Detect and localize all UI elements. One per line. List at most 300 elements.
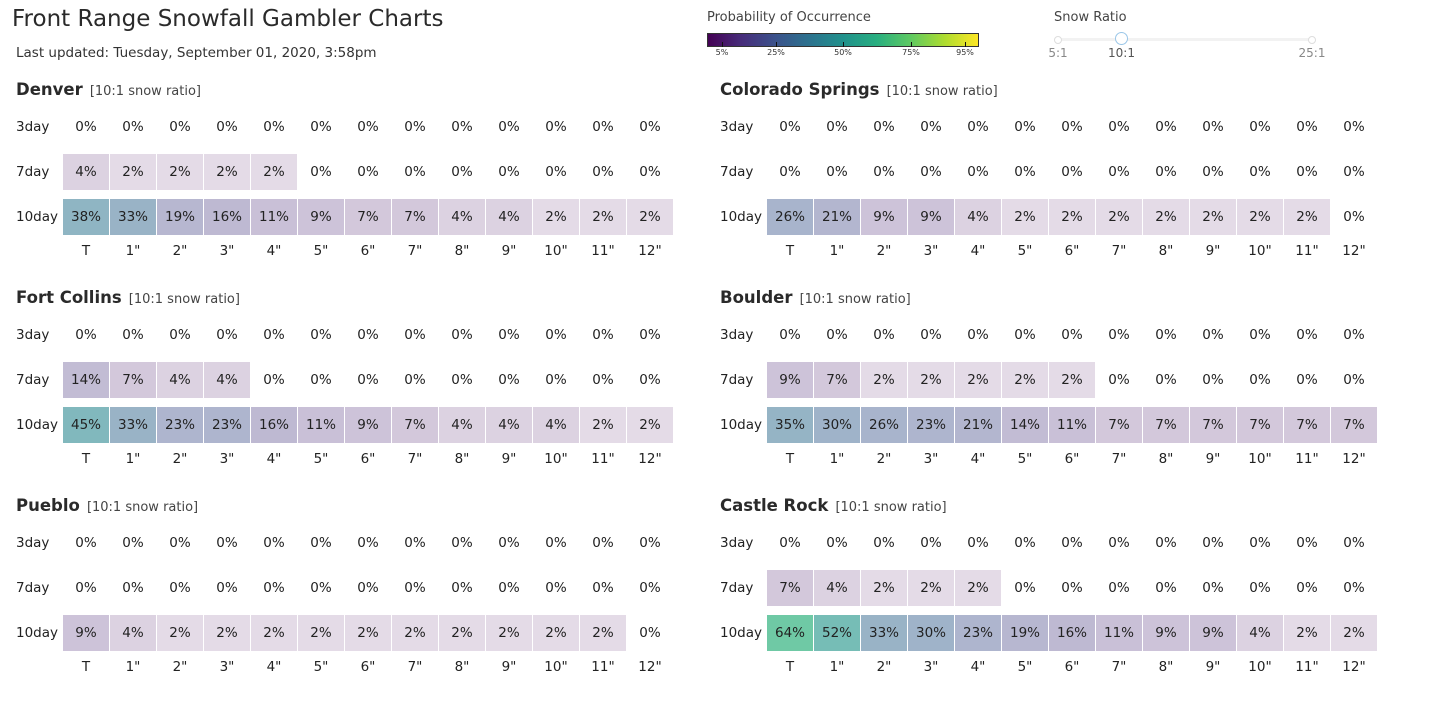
- probability-cell[interactable]: 0%: [826, 119, 848, 135]
- probability-cell[interactable]: 0%: [779, 119, 801, 135]
- probability-cell[interactable]: 0%: [1155, 580, 1177, 596]
- probability-cell[interactable]: 2%: [580, 615, 626, 651]
- probability-cell[interactable]: 2%: [908, 570, 954, 606]
- probability-cell[interactable]: 0%: [357, 327, 379, 343]
- probability-cell[interactable]: 9%: [767, 362, 813, 398]
- x-axis-label: 7": [407, 451, 423, 467]
- x-axis-label: 11": [1295, 243, 1319, 259]
- probability-cell[interactable]: 2%: [580, 199, 626, 235]
- probability-cell[interactable]: 0%: [826, 327, 848, 343]
- city-heading: [720, 496, 947, 515]
- probability-cell[interactable]: 0%: [1108, 164, 1130, 180]
- probability-cell[interactable]: 0%: [639, 535, 661, 551]
- probability-cell[interactable]: 0%: [920, 119, 942, 135]
- probability-cell[interactable]: 0%: [1296, 372, 1318, 388]
- probability-cell[interactable]: 2%: [298, 615, 344, 651]
- probability-cell[interactable]: 0%: [1202, 327, 1224, 343]
- probability-cell[interactable]: 0%: [357, 164, 379, 180]
- probability-cell[interactable]: 64%: [767, 615, 813, 651]
- probability-cell[interactable]: 2%: [861, 570, 907, 606]
- x-axis-label: 6": [360, 243, 376, 259]
- probability-cell[interactable]: 0%: [122, 327, 144, 343]
- x-axis-label: 9": [1205, 243, 1221, 259]
- probability-cell[interactable]: 0%: [1249, 535, 1271, 551]
- probability-cell[interactable]: 23%: [157, 407, 203, 443]
- probability-cell[interactable]: 7%: [1190, 407, 1236, 443]
- probability-cell[interactable]: 0%: [216, 535, 238, 551]
- probability-cell[interactable]: 0%: [1296, 164, 1318, 180]
- probability-cell[interactable]: 0%: [216, 119, 238, 135]
- probability-cell[interactable]: 16%: [1049, 615, 1095, 651]
- probability-cell[interactable]: 9%: [345, 407, 391, 443]
- colorbar-tick-label: 75%: [902, 48, 920, 57]
- table-row: [720, 570, 1400, 606]
- snow-ratio-slider[interactable]: [1048, 33, 1326, 60]
- probability-cell[interactable]: 4%: [63, 154, 109, 190]
- probability-cell[interactable]: 0%: [310, 164, 332, 180]
- probability-cell[interactable]: 2%: [1284, 615, 1330, 651]
- probability-cell[interactable]: 0%: [75, 327, 97, 343]
- probability-cell[interactable]: 0%: [1249, 327, 1271, 343]
- probability-cell[interactable]: 2%: [1002, 362, 1048, 398]
- probability-cell[interactable]: 0%: [1061, 535, 1083, 551]
- probability-cell[interactable]: 0%: [169, 327, 191, 343]
- probability-cell[interactable]: 0%: [1202, 580, 1224, 596]
- probability-cell[interactable]: 2%: [908, 362, 954, 398]
- probability-cell[interactable]: 0%: [967, 327, 989, 343]
- probability-cell[interactable]: 0%: [1155, 164, 1177, 180]
- table-row: [16, 317, 696, 353]
- probability-cell[interactable]: 0%: [1061, 119, 1083, 135]
- probability-cell[interactable]: 0%: [1108, 119, 1130, 135]
- probability-cell[interactable]: 0%: [122, 535, 144, 551]
- x-axis-label: 9": [501, 243, 517, 259]
- probability-cell[interactable]: 0%: [310, 372, 332, 388]
- x-axis-label: 11": [591, 659, 615, 675]
- probability-cell[interactable]: 0%: [1155, 535, 1177, 551]
- x-axis-label: 8": [1158, 451, 1174, 467]
- probability-cell[interactable]: 0%: [545, 327, 567, 343]
- row-label: 3day: [16, 119, 50, 135]
- probability-cell[interactable]: 9%: [1190, 615, 1236, 651]
- probability-cell[interactable]: 0%: [1014, 164, 1036, 180]
- city-heading: [720, 288, 911, 307]
- table-row: [720, 525, 1400, 561]
- probability-cell[interactable]: 2%: [110, 154, 156, 190]
- probability-cell[interactable]: 0%: [404, 327, 426, 343]
- probability-cell[interactable]: 2%: [392, 615, 438, 651]
- probability-cell[interactable]: 0%: [592, 580, 614, 596]
- probability-cell[interactable]: 0%: [169, 119, 191, 135]
- probability-cell[interactable]: 0%: [1014, 119, 1036, 135]
- x-axis-label: 6": [1064, 451, 1080, 467]
- probability-cell[interactable]: 0%: [357, 535, 379, 551]
- probability-cell[interactable]: 11%: [1049, 407, 1095, 443]
- x-axis-label: 8": [454, 243, 470, 259]
- probability-cell[interactable]: 0%: [1108, 535, 1130, 551]
- probability-cell[interactable]: 11%: [298, 407, 344, 443]
- probability-cell[interactable]: 7%: [392, 407, 438, 443]
- probability-cell[interactable]: 0%: [451, 164, 473, 180]
- probability-cell[interactable]: 2%: [251, 615, 297, 651]
- probability-cell[interactable]: 0%: [1202, 372, 1224, 388]
- probability-cell[interactable]: 0%: [216, 327, 238, 343]
- row-label: 10day: [16, 209, 59, 225]
- probability-cell[interactable]: 26%: [767, 199, 813, 235]
- probability-cell[interactable]: 0%: [310, 327, 332, 343]
- colorbar-tick-labels: [707, 47, 979, 59]
- probability-cell[interactable]: 0%: [592, 327, 614, 343]
- probability-cell[interactable]: 0%: [122, 580, 144, 596]
- legend-title: Probability of Occurrence: [707, 10, 871, 25]
- row-label: 3day: [720, 327, 754, 343]
- x-axis-label: 4": [266, 243, 282, 259]
- probability-cell[interactable]: 0%: [451, 535, 473, 551]
- probability-cell[interactable]: 0%: [920, 327, 942, 343]
- probability-cell[interactable]: 0%: [1061, 164, 1083, 180]
- city-ratio-label: [10:1 snow ratio]: [835, 500, 947, 515]
- probability-cell[interactable]: 2%: [1190, 199, 1236, 235]
- probability-cell[interactable]: 7%: [1096, 407, 1142, 443]
- probability-cell[interactable]: 0%: [873, 535, 895, 551]
- probability-cell[interactable]: 0%: [1296, 535, 1318, 551]
- probability-cell[interactable]: 0%: [404, 372, 426, 388]
- probability-cell[interactable]: 0%: [967, 119, 989, 135]
- probability-cell[interactable]: 2%: [345, 615, 391, 651]
- x-axis-label: 3": [219, 243, 235, 259]
- probability-cell[interactable]: 2%: [627, 199, 673, 235]
- probability-cell[interactable]: 16%: [251, 407, 297, 443]
- probability-cell[interactable]: 0%: [1108, 372, 1130, 388]
- probability-cell[interactable]: 0%: [216, 580, 238, 596]
- probability-cell[interactable]: 0%: [75, 580, 97, 596]
- city-ratio-label: [10:1 snow ratio]: [89, 84, 201, 99]
- probability-cell[interactable]: 0%: [779, 535, 801, 551]
- x-axis-label: 7": [1111, 243, 1127, 259]
- probability-cell[interactable]: 0%: [1296, 580, 1318, 596]
- probability-cell[interactable]: 0%: [639, 580, 661, 596]
- probability-cell[interactable]: 0%: [1202, 164, 1224, 180]
- probability-cell[interactable]: 19%: [157, 199, 203, 235]
- probability-cell[interactable]: 2%: [955, 570, 1001, 606]
- probability-cell[interactable]: 30%: [908, 615, 954, 651]
- probability-cell[interactable]: 0%: [75, 535, 97, 551]
- city-ratio-label: [10:1 snow ratio]: [799, 292, 911, 307]
- probability-cell[interactable]: 0%: [826, 164, 848, 180]
- probability-cell[interactable]: 0%: [920, 164, 942, 180]
- row-label: 3day: [16, 327, 50, 343]
- probability-cell[interactable]: 2%: [1284, 199, 1330, 235]
- probability-cell[interactable]: 2%: [861, 362, 907, 398]
- probability-cell[interactable]: 0%: [545, 119, 567, 135]
- probability-cell[interactable]: 0%: [1249, 164, 1271, 180]
- probability-cell[interactable]: 0%: [639, 327, 661, 343]
- probability-cell[interactable]: 7%: [814, 362, 860, 398]
- probability-cell[interactable]: 0%: [1343, 327, 1365, 343]
- probability-cell[interactable]: 4%: [486, 407, 532, 443]
- probability-cell[interactable]: 0%: [1108, 327, 1130, 343]
- probability-cell[interactable]: 0%: [404, 580, 426, 596]
- probability-cell[interactable]: 0%: [967, 164, 989, 180]
- probability-cell[interactable]: 9%: [861, 199, 907, 235]
- probability-cell[interactable]: 9%: [63, 615, 109, 651]
- probability-cell[interactable]: 0%: [639, 372, 661, 388]
- probability-cell[interactable]: 2%: [533, 615, 579, 651]
- x-axis-label: 12": [1342, 659, 1366, 675]
- probability-cell[interactable]: 0%: [357, 372, 379, 388]
- probability-cell[interactable]: 21%: [814, 199, 860, 235]
- probability-cell[interactable]: 16%: [204, 199, 250, 235]
- x-axis-label: 12": [1342, 243, 1366, 259]
- x-axis-label: 7": [407, 659, 423, 675]
- probability-cell[interactable]: 0%: [498, 164, 520, 180]
- x-axis-label: 1": [829, 659, 845, 675]
- probability-cell[interactable]: 7%: [1143, 407, 1189, 443]
- probability-cell[interactable]: 0%: [498, 580, 520, 596]
- probability-cell[interactable]: 0%: [639, 625, 661, 641]
- probability-cell[interactable]: 7%: [345, 199, 391, 235]
- city-name: Fort Collins: [16, 288, 122, 307]
- probability-cell[interactable]: 0%: [1014, 535, 1036, 551]
- probability-cell[interactable]: 4%: [439, 407, 485, 443]
- probability-cell[interactable]: 0%: [1249, 372, 1271, 388]
- row-label: 7day: [16, 372, 50, 388]
- probability-cell[interactable]: 0%: [592, 372, 614, 388]
- probability-cell[interactable]: 23%: [908, 407, 954, 443]
- probability-cell[interactable]: 0%: [498, 372, 520, 388]
- probability-cell[interactable]: 4%: [955, 199, 1001, 235]
- probability-cell[interactable]: 0%: [639, 164, 661, 180]
- probability-cell[interactable]: 0%: [169, 580, 191, 596]
- x-axis-labels: [720, 451, 1400, 469]
- probability-cell[interactable]: 14%: [1002, 407, 1048, 443]
- probability-cell[interactable]: 0%: [75, 119, 97, 135]
- probability-cell[interactable]: 9%: [1143, 615, 1189, 651]
- probability-cell[interactable]: 7%: [110, 362, 156, 398]
- probability-cell[interactable]: 0%: [310, 119, 332, 135]
- probability-cell[interactable]: 2%: [204, 154, 250, 190]
- city-name: Castle Rock: [720, 496, 829, 515]
- probability-cell[interactable]: 45%: [63, 407, 109, 443]
- x-axis-label: 4": [266, 659, 282, 675]
- probability-cell[interactable]: 0%: [639, 119, 661, 135]
- probability-cell[interactable]: 0%: [1202, 119, 1224, 135]
- x-axis-label: 9": [501, 451, 517, 467]
- probability-cell[interactable]: 2%: [955, 362, 1001, 398]
- x-axis-label: 6": [1064, 659, 1080, 675]
- table-row: [720, 109, 1400, 145]
- probability-cell[interactable]: 2%: [204, 615, 250, 651]
- probability-cell[interactable]: 2%: [157, 154, 203, 190]
- chart-pueblo: [16, 496, 696, 696]
- x-axis-label: 7": [407, 243, 423, 259]
- probability-cell[interactable]: 0%: [592, 535, 614, 551]
- probability-cell[interactable]: 33%: [110, 199, 156, 235]
- probability-cell[interactable]: 2%: [486, 615, 532, 651]
- probability-cell[interactable]: 0%: [263, 372, 285, 388]
- row-label: 10day: [16, 625, 59, 641]
- colorbar-tick-label: 50%: [834, 48, 852, 57]
- probability-cell[interactable]: 0%: [545, 535, 567, 551]
- probability-cell[interactable]: 0%: [263, 327, 285, 343]
- probability-cell[interactable]: 0%: [1296, 327, 1318, 343]
- probability-cell[interactable]: 0%: [873, 119, 895, 135]
- slider-mark-label[interactable]: 25:1: [1298, 46, 1326, 60]
- probability-cell[interactable]: 0%: [1155, 119, 1177, 135]
- probability-cell[interactable]: 4%: [439, 199, 485, 235]
- probability-cell[interactable]: 0%: [545, 580, 567, 596]
- probability-cell[interactable]: 4%: [157, 362, 203, 398]
- probability-cell[interactable]: 11%: [251, 199, 297, 235]
- probability-cell[interactable]: 0%: [1014, 580, 1036, 596]
- probability-cell[interactable]: 2%: [1237, 199, 1283, 235]
- probability-cell[interactable]: 0%: [1249, 580, 1271, 596]
- probability-cell[interactable]: 0%: [920, 535, 942, 551]
- x-axis-labels: [16, 243, 696, 261]
- probability-cell[interactable]: 0%: [1108, 580, 1130, 596]
- x-axis-label: 9": [1205, 451, 1221, 467]
- probability-cell[interactable]: 14%: [63, 362, 109, 398]
- slider-handle[interactable]: [1115, 32, 1128, 45]
- probability-cell[interactable]: 4%: [533, 407, 579, 443]
- probability-cell[interactable]: 0%: [1014, 327, 1036, 343]
- probability-cell[interactable]: 0%: [779, 164, 801, 180]
- probability-cell[interactable]: 0%: [967, 535, 989, 551]
- probability-cell[interactable]: 2%: [1049, 199, 1095, 235]
- x-axis-label: 8": [1158, 659, 1174, 675]
- x-axis-label: 12": [1342, 451, 1366, 467]
- probability-cell[interactable]: 0%: [592, 119, 614, 135]
- probability-cell[interactable]: 0%: [1343, 119, 1365, 135]
- probability-cell[interactable]: 0%: [779, 327, 801, 343]
- probability-cell[interactable]: 0%: [404, 535, 426, 551]
- probability-cell[interactable]: 0%: [1061, 580, 1083, 596]
- probability-cell[interactable]: 0%: [1343, 580, 1365, 596]
- probability-cell[interactable]: 0%: [873, 327, 895, 343]
- x-axis-label: 11": [1295, 659, 1319, 675]
- probability-cell[interactable]: 52%: [814, 615, 860, 651]
- probability-cell[interactable]: 7%: [1284, 407, 1330, 443]
- probability-cell[interactable]: 0%: [451, 580, 473, 596]
- probability-cell[interactable]: 23%: [204, 407, 250, 443]
- probability-cell[interactable]: 35%: [767, 407, 813, 443]
- x-axis-label: 11": [1295, 451, 1319, 467]
- probability-cell[interactable]: 0%: [1202, 535, 1224, 551]
- probability-cell[interactable]: 0%: [1249, 119, 1271, 135]
- probability-cell[interactable]: 19%: [1002, 615, 1048, 651]
- probability-cell[interactable]: 0%: [357, 580, 379, 596]
- probability-cell[interactable]: 7%: [767, 570, 813, 606]
- probability-cell[interactable]: 21%: [955, 407, 1001, 443]
- x-axis-labels: [16, 659, 696, 677]
- probability-cell[interactable]: 2%: [1049, 362, 1095, 398]
- probability-cell[interactable]: 23%: [955, 615, 1001, 651]
- probability-cell[interactable]: 7%: [392, 199, 438, 235]
- probability-cell[interactable]: 2%: [533, 199, 579, 235]
- probability-cell[interactable]: 0%: [451, 372, 473, 388]
- probability-cell[interactable]: 2%: [251, 154, 297, 190]
- slider-mark-label[interactable]: 10:1: [1108, 46, 1135, 60]
- probability-cell[interactable]: 4%: [1237, 615, 1283, 651]
- probability-cell[interactable]: 0%: [310, 535, 332, 551]
- probability-cell[interactable]: 0%: [1155, 327, 1177, 343]
- table-row: [720, 362, 1400, 398]
- probability-cell[interactable]: 26%: [861, 407, 907, 443]
- probability-cell[interactable]: 11%: [1096, 615, 1142, 651]
- probability-cell[interactable]: 0%: [1343, 209, 1365, 225]
- table-row: [720, 615, 1400, 651]
- probability-cell[interactable]: 0%: [1061, 327, 1083, 343]
- probability-cell[interactable]: 0%: [451, 119, 473, 135]
- probability-cell[interactable]: 4%: [110, 615, 156, 651]
- probability-cell[interactable]: 2%: [1331, 615, 1377, 651]
- probability-cell[interactable]: 9%: [298, 199, 344, 235]
- probability-cell[interactable]: 0%: [310, 580, 332, 596]
- probability-cell[interactable]: 0%: [263, 580, 285, 596]
- slider-mark-label[interactable]: 5:1: [1048, 46, 1068, 60]
- probability-cell[interactable]: 0%: [1343, 164, 1365, 180]
- probability-cell[interactable]: 0%: [873, 164, 895, 180]
- probability-cell[interactable]: 0%: [1343, 372, 1365, 388]
- probability-cell[interactable]: 7%: [1237, 407, 1283, 443]
- x-axis-label: 10": [544, 243, 568, 259]
- probability-cell[interactable]: 4%: [204, 362, 250, 398]
- x-axis-label: 5": [1017, 659, 1033, 675]
- probability-cell[interactable]: 9%: [908, 199, 954, 235]
- probability-cell[interactable]: 0%: [122, 119, 144, 135]
- probability-cell[interactable]: 2%: [439, 615, 485, 651]
- probability-cell[interactable]: 2%: [1096, 199, 1142, 235]
- probability-cell[interactable]: 0%: [498, 327, 520, 343]
- probability-cell[interactable]: 0%: [592, 164, 614, 180]
- probability-cell[interactable]: 4%: [486, 199, 532, 235]
- probability-cell[interactable]: 30%: [814, 407, 860, 443]
- colorbar-tick-label: 95%: [956, 48, 974, 57]
- slider-track[interactable]: [1058, 38, 1312, 41]
- probability-cell[interactable]: 4%: [814, 570, 860, 606]
- probability-cell[interactable]: 2%: [157, 615, 203, 651]
- probability-cell[interactable]: 0%: [1343, 535, 1365, 551]
- probability-cell[interactable]: 0%: [826, 535, 848, 551]
- table-row: [720, 199, 1400, 235]
- probability-cell[interactable]: 33%: [861, 615, 907, 651]
- probability-cell[interactable]: 0%: [263, 535, 285, 551]
- probability-cell[interactable]: 0%: [357, 119, 379, 135]
- probability-cell[interactable]: 2%: [1002, 199, 1048, 235]
- slider-step-dot[interactable]: [1054, 36, 1062, 44]
- probability-cell[interactable]: 0%: [169, 535, 191, 551]
- probability-cell[interactable]: 0%: [1296, 119, 1318, 135]
- probability-cell[interactable]: 0%: [451, 327, 473, 343]
- probability-cell[interactable]: 38%: [63, 199, 109, 235]
- x-axis-label: 10": [544, 659, 568, 675]
- probability-cell[interactable]: 0%: [404, 164, 426, 180]
- probability-cell[interactable]: 33%: [110, 407, 156, 443]
- probability-cell[interactable]: 7%: [1331, 407, 1377, 443]
- probability-cell[interactable]: 0%: [404, 119, 426, 135]
- slider-step-dot[interactable]: [1308, 36, 1316, 44]
- city-ratio-label: [10:1 snow ratio]: [128, 292, 240, 307]
- probability-cell[interactable]: 0%: [545, 372, 567, 388]
- probability-cell[interactable]: 0%: [498, 119, 520, 135]
- probability-cell[interactable]: 2%: [627, 407, 673, 443]
- probability-cell[interactable]: 0%: [545, 164, 567, 180]
- probability-cell[interactable]: 0%: [263, 119, 285, 135]
- probability-cell[interactable]: 0%: [1155, 372, 1177, 388]
- probability-cell[interactable]: 0%: [498, 535, 520, 551]
- probability-cell[interactable]: 2%: [580, 407, 626, 443]
- probability-cell[interactable]: 2%: [1143, 199, 1189, 235]
